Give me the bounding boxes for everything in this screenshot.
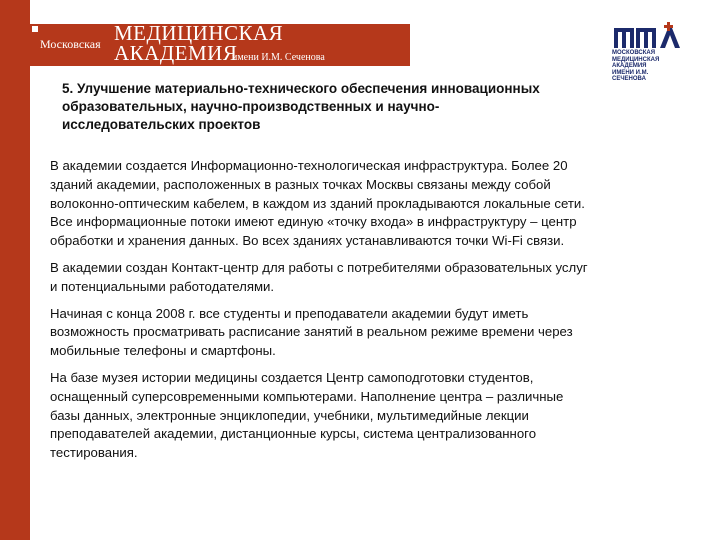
paragraph: На базе музея истории медицины создается Центр самоподготовки студентов, оснащенный суперсовременными компьютерами. Наполнение центра – различные базы данных, электронные энциклопедии, учебники, мультимедийные лекции преподавателей академии, дистанционные курсы, система централизованного тестирования. (50, 369, 564, 461)
logo-line: АКАДЕМИЯ (612, 63, 647, 69)
logo-line: МОСКОВСКАЯ (612, 50, 656, 56)
paragraph: Начиная с конца 2008 г. все студенты и преподаватели академии будут иметь возможность просматривать расписание занятий в реальном режиме времени через мобильные телефоны и смартфоны. (50, 305, 573, 359)
logo-caption (612, 50, 682, 83)
left-accent-bar (0, 0, 30, 540)
logo-line: ИМЕНИ И.М. СЕЧЕНОВА (612, 69, 649, 82)
header-corner-mark (32, 26, 38, 32)
section-title: 5. Улучшение материально-технического обеспечения инновационных образовательных, научно-производственных и научно- исследовательских проектов (62, 81, 540, 132)
header-big-line1: МЕДИЦИНСКАЯ (114, 21, 284, 45)
paragraph: В академии создан Контакт-центр для работы с потребителями образовательных услуг и потенциальными работодателями. (50, 259, 588, 294)
header-big-line2: АКАДЕМИЯ (114, 41, 238, 65)
header-subtitle: имени И.М. Сеченова (232, 52, 325, 63)
paragraph: В академии создается Информационно-технологическая инфраструктура. Более 20 зданий академии, расположенных в разных точках Москвы связаны между собой волоконно-оптическим кабелем, в каждом из зданий прокладываются локальные сети. Все информационные потоки имеют единую «точку входа» в инфраструктуру – центр обработки и хранения данных. Во всех зданиях устанавливаются точки Wi-Fi связи. (50, 158, 585, 249)
logo-line: МЕДИЦИНСКАЯ (612, 56, 660, 63)
header-small-word: Московская (40, 37, 101, 51)
body-text (50, 157, 716, 471)
